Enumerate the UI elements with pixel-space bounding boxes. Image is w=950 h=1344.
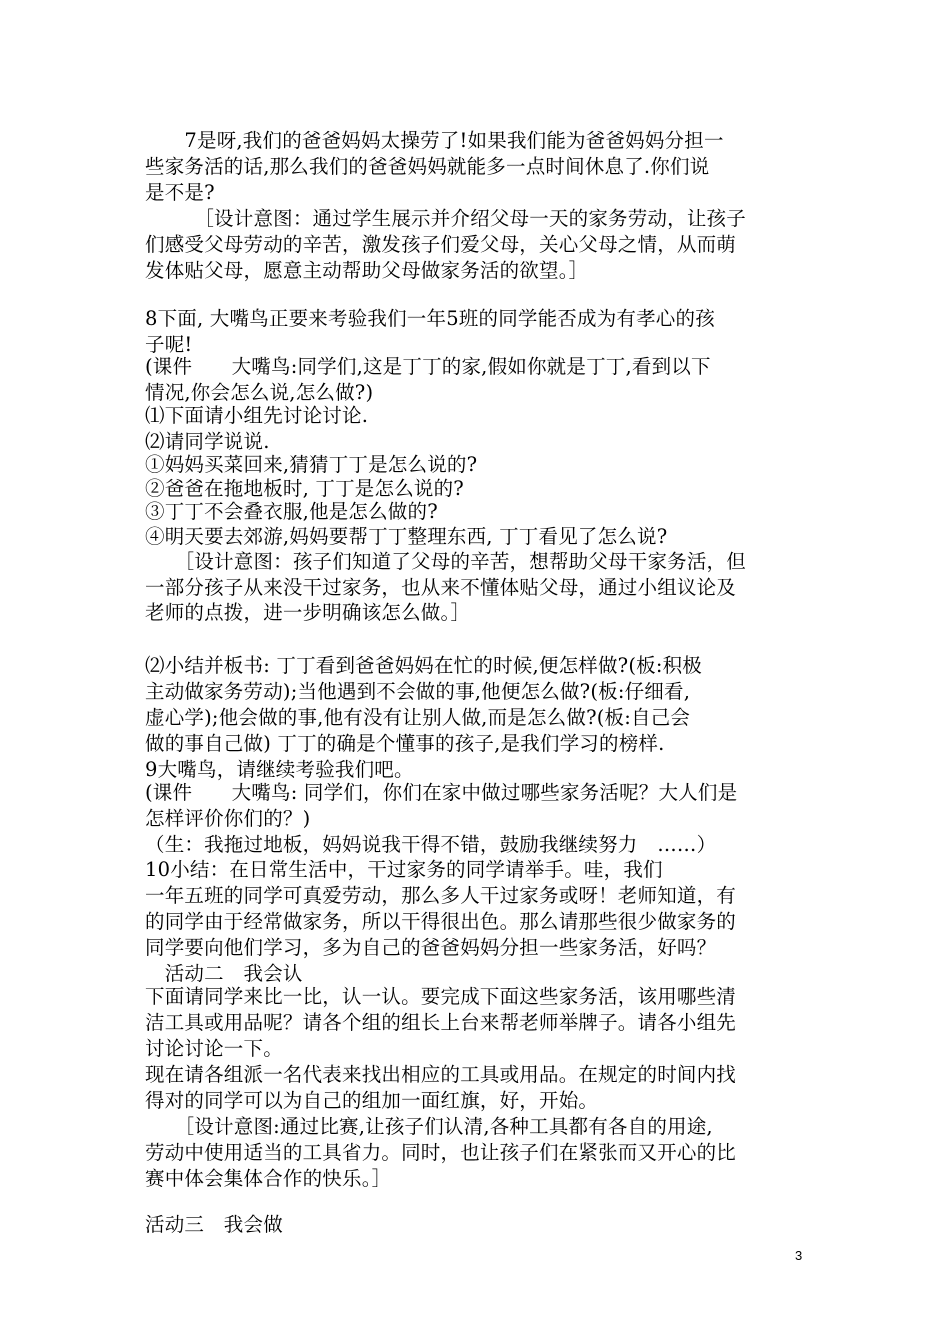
text-line: 7是呀,我们的爸爸妈妈太操劳了!如果我们能为爸爸妈妈分担一	[145, 129, 724, 152]
text-line: 做的事自己做) 丁丁的确是个懂事的孩子,是我们学习的榜样.	[145, 732, 665, 755]
text-line: ⑵小结并板书: 丁丁看到爸爸妈妈在忙的时候,便怎样做?(板:积极	[145, 654, 702, 677]
text-line: 现在请各组派一名代表来找出相应的工具或用品。在规定的时间内找	[145, 1063, 737, 1086]
text-line: 老师的点拨，进一步明确该怎么做。］	[145, 601, 471, 624]
text-line: 得对的同学可以为自己的组加一面红旗，好，开始。	[145, 1089, 599, 1112]
text-line: 是不是?	[145, 181, 215, 204]
text-line: 8下面, 大嘴鸟正要来考验我们一年5班的同学能否成为有孝心的孩	[145, 307, 715, 330]
text-line: 子呢!	[145, 333, 193, 356]
text-line: （生：我拖过地板，妈妈说我干得不错，鼓励我继续努力 ……）	[145, 833, 717, 856]
text-line: 洁工具或用品呢？请各个组的组长上台来帮老师举牌子。请各小组先	[145, 1011, 737, 1034]
text-line: 10小结：在日常生活中，干过家务的同学请举手。哇，我们	[145, 858, 663, 881]
text-line: 发体贴父母，愿意主动帮助父母做家务活的欲望。］	[145, 259, 589, 282]
text-line: 情况,你会怎么说,怎么做?)	[145, 381, 374, 404]
text-line: 同学要向他们学习，多为自己的爸爸妈妈分担一些家务活，好吗？	[145, 936, 717, 959]
text-line: ［设计意图:通过比赛,让孩子们认清,各种工具都有各自的用途,	[145, 1115, 713, 1138]
text-line: ［设计意图：通过学生展示并介绍父母一天的家务劳动，让孩子	[145, 207, 746, 230]
text-line: 劳动中使用适当的工具省力。同时，也让孩子们在紧张而又开心的比	[145, 1141, 737, 1164]
text-line: 一部分孩子从来没干过家务，也从来不懂体贴父母，通过小组议论及	[145, 576, 737, 599]
text-line: 赛中体会集体合作的快乐。］	[145, 1167, 392, 1190]
text-line: (课件 大嘴鸟:同学们,这是丁丁的家,假如你就是丁丁,看到以下	[145, 355, 711, 378]
text-line: ⑴下面请小组先讨论讨论.	[145, 404, 369, 427]
text-line: 活动三 我会做	[145, 1213, 283, 1236]
text-line: 活动二 我会认	[145, 962, 303, 985]
text-line: ①妈妈买菜回来,猜猜丁丁是怎么说的?	[145, 453, 478, 476]
text-line: 些家务活的话,那么我们的爸爸妈妈就能多一点时间休息了.你们说	[145, 155, 710, 178]
text-line: 一年五班的同学可真爱劳动，那么多人干过家务或呀！老师知道，有	[145, 884, 737, 907]
text-line: 怎样评价你们的？)	[145, 807, 311, 830]
text-line: ②爸爸在拖地板时, 丁丁是怎么说的?	[145, 477, 464, 500]
text-line: (课件 大嘴鸟: 同学们，你们在家中做过哪些家务活呢？大人们是	[145, 781, 738, 804]
text-line: ⑵请同学说说.	[145, 430, 270, 453]
text-line: 讨论讨论一下。	[145, 1037, 283, 1060]
text-line: ③丁丁不会叠衣服,他是怎么做的?	[145, 500, 438, 523]
text-line: 主动做家务劳动);当他遇到不会做的事,他便怎么做?(板:仔细看,	[145, 680, 691, 703]
text-line: ④明天要去郊游,妈妈要帮丁丁整理东西, 丁丁看见了怎么说?	[145, 525, 668, 548]
page-number: 3	[795, 1248, 803, 1263]
text-line: ［设计意图：孩子们知道了父母的辛苦，想帮助父母干家务活，但	[145, 550, 746, 573]
text-line: 的同学由于经常做家务，所以干得很出色。那么请那些很少做家务的	[145, 910, 737, 933]
text-line: 虚心学);他会做的事,他有没有让别人做,而是怎么做?(板:自己会	[145, 706, 691, 729]
text-line: 下面请同学来比一比，认一认。要完成下面这些家务活，该用哪些清	[145, 985, 737, 1008]
text-line: 9大嘴鸟，请继续考验我们吧。	[145, 758, 414, 781]
text-line: 们感受父母劳动的辛苦，激发孩子们爱父母，关心父母之情，从而萌	[145, 233, 737, 256]
